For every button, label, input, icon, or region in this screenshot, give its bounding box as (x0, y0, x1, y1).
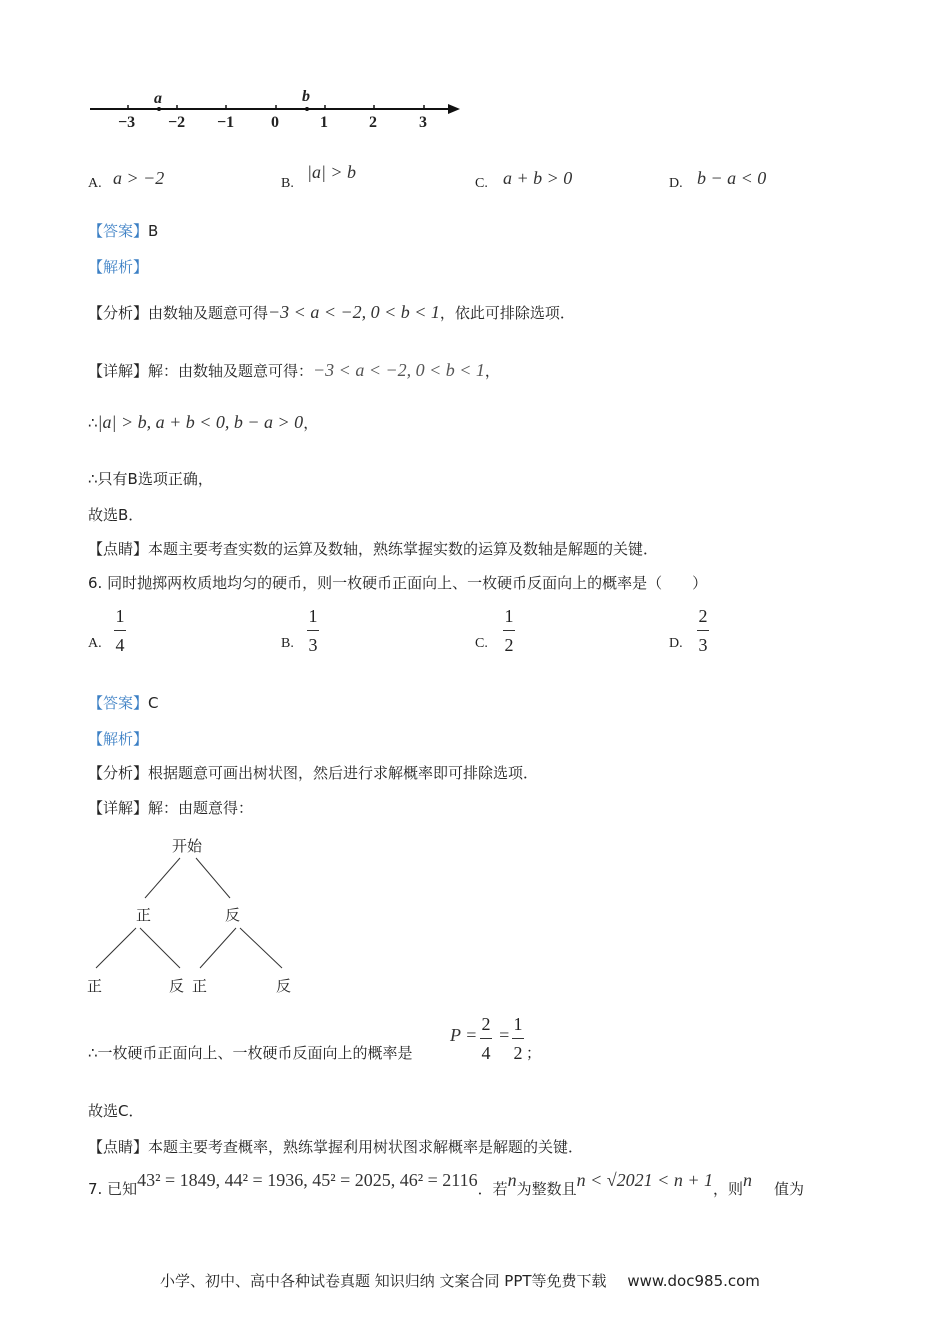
q7-stem: 7. 已知43² = 1849, 44² = 1936, 45² = 2025, 46² = 2116．若n为整数且n < √2021 < n + 1，则n 值为 (88, 1170, 805, 1198)
tree-node: 反 (225, 906, 241, 924)
option-a-label: A. (88, 176, 102, 191)
fraction-2-4: 2 4 (481, 1014, 491, 1063)
q6-stem: 6. 同时抛掷两枚质地均匀的硬币，则一枚硬币正面向上、一枚硬币反面向上的概率是（ ） (88, 574, 708, 592)
option-b-label: B. (281, 176, 294, 191)
q5-jiexi: 【解析】 (88, 258, 149, 276)
answer-value: B (148, 222, 159, 240)
option-d-label: D. (669, 176, 683, 191)
tree-leaf: 反 (276, 977, 292, 995)
q5-therefore2: ∴只有B选项正确， (88, 470, 213, 488)
tree-leaf: 反 (169, 977, 185, 995)
q5-guxuan: 故选B． (88, 506, 144, 524)
option-d-expr: b − a < 0 (697, 168, 767, 188)
option-d-label: D. (669, 636, 683, 651)
equals: = (498, 1025, 511, 1045)
q5-fenxi: 【分析】由数轴及题意可得−3 < a < −2, 0 < b < 1，依此可排除选项． (88, 302, 575, 322)
option-b-fraction: 1 3 (308, 606, 318, 655)
tick-label: 2 (369, 114, 377, 131)
semicolon: ； (526, 1044, 542, 1062)
option-c-fraction: 1 2 (504, 606, 514, 655)
option-a-fraction: 1 4 (115, 606, 125, 655)
tick-label: −3 (118, 114, 136, 131)
tree-leaf: 正 (192, 977, 208, 995)
probability-symbol: P = (450, 1025, 478, 1045)
option-a-expr: a > −2 (113, 168, 165, 188)
option-d-fraction: 2 3 (698, 606, 708, 655)
tree-node: 正 (136, 906, 152, 924)
point-b-label: b (302, 88, 310, 105)
option-c-label: C. (475, 176, 488, 191)
q6-guxuan: 故选C． (88, 1102, 144, 1120)
tree-root: 开始 (172, 837, 203, 855)
footer (160, 1270, 760, 1291)
q6-jiexi: 【解析】 (88, 730, 149, 748)
q6-fenxi: 【分析】根据题意可画出树状图，然后进行求解概率即可排除选项． (88, 764, 539, 782)
tick-label: −2 (168, 114, 186, 131)
option-c-expr: a + b > 0 (503, 168, 573, 188)
option-a-label: A. (88, 636, 102, 651)
tick-label: 3 (419, 114, 427, 131)
q5-xiangjie: 【详解】解：由数轴及题意可得：−3 < a < −2, 0 < b < 1， (88, 360, 500, 380)
point-a-label: a (154, 90, 162, 107)
q6-conclusion: ∴一枚硬币正面向上、一枚硬币反面向上的概率是 (88, 1044, 413, 1062)
q5-dianjing: 【点睛】本题主要考查实数的运算及数轴，熟练掌握实数的运算及数轴是解题的关键． (88, 540, 659, 558)
q6-xiangjie: 【详解】解：由题意得： (88, 799, 254, 817)
q5-therefore1: ∴|a| > b, a + b < 0, b − a > 0， (88, 412, 319, 432)
option-b-label: B. (281, 636, 294, 651)
q6-dianjing: 【点睛】本题主要考查概率，熟练掌握利用树状图求解概率是解题的关键． (88, 1138, 584, 1156)
footer-link[interactable]: www.doc985.com (627, 1272, 760, 1290)
option-c-label: C. (475, 636, 488, 651)
fraction-1-2: 1 2 (513, 1014, 523, 1063)
tree-leaf: 正 (87, 977, 103, 995)
tick-label: 0 (271, 114, 279, 131)
q6-answer: 【答案】C (88, 694, 159, 712)
tick-label: −1 (217, 114, 235, 131)
answer-tag: 【答案】 (88, 222, 149, 240)
option-b-expr: |a| > b (307, 162, 357, 182)
tick-label: 1 (320, 114, 328, 131)
footer-text: 小学、初中、高中各种试卷真题 知识归纳 文案合同 PPT等免费下载 (160, 1272, 607, 1290)
